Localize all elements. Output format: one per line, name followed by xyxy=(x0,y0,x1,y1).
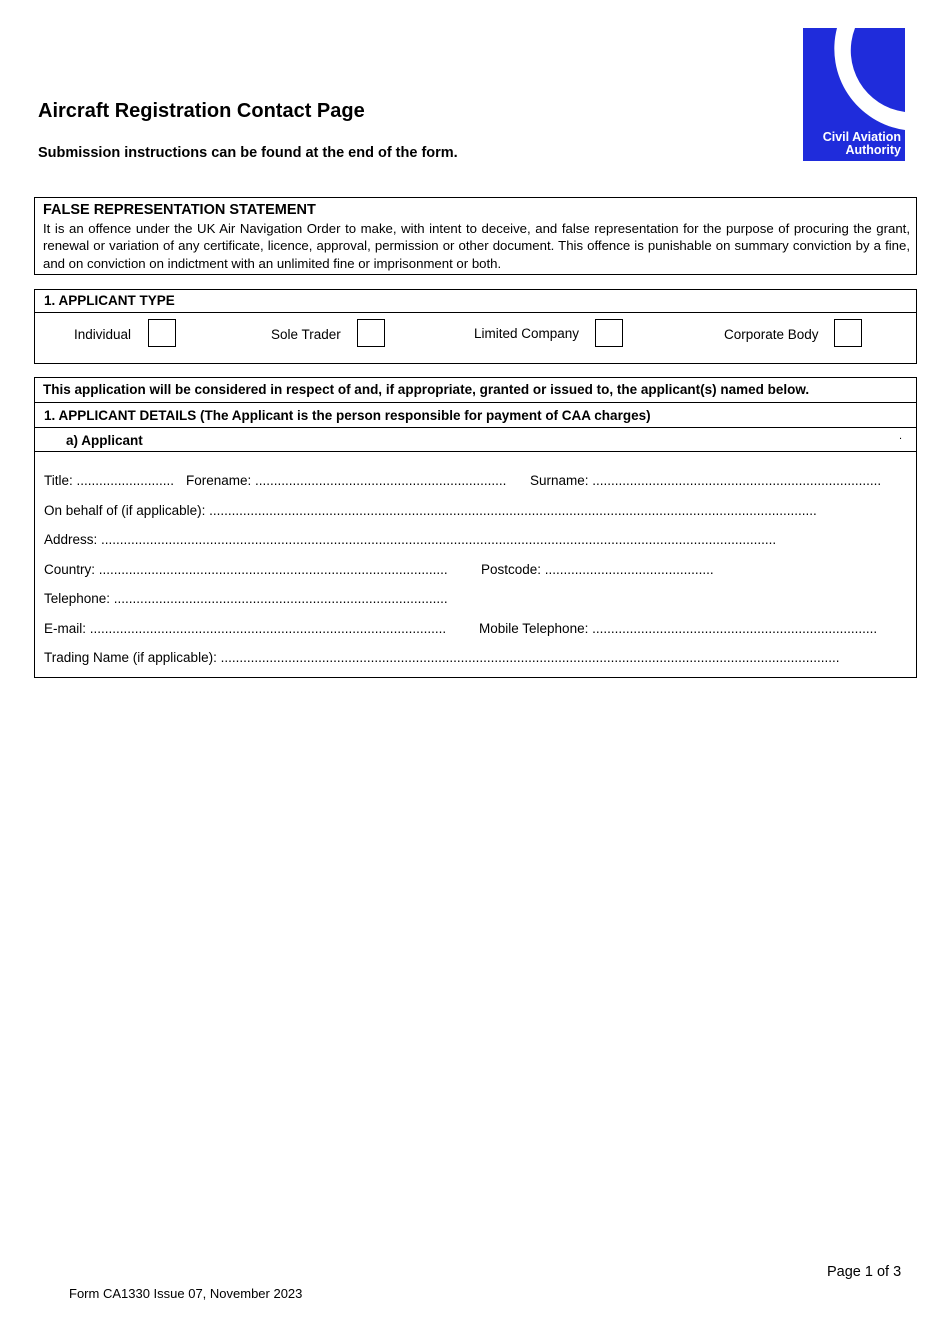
applicant-details-heading: 1. APPLICANT DETAILS (The Applicant is the person responsible for payment of CAA charges) xyxy=(35,403,916,428)
statement-body: It is an offence under the UK Air Navigation Order to make, with intent to deceive, and false representation for the purpose of procuring the grant, renewal or variation of any certificate, licence, approval, permission or other document. This offence is punishable on summary conviction by a fine, and on conviction on indictment with an unlimited fine or imprisonment or both. xyxy=(43,221,910,271)
logo-text-line2: Authority xyxy=(845,143,901,157)
submission-note: Submission instructions can be found at the end of the form. xyxy=(38,145,458,161)
logo-text-line1: Civil Aviation xyxy=(822,130,901,144)
checkbox-sole-trader[interactable] xyxy=(357,319,385,347)
applicant-subheading-label: a) Applicant xyxy=(66,433,143,448)
mobile-telephone-field[interactable]: Mobile Telephone: ............................................................................ xyxy=(479,621,878,636)
option-label-sole-trader: Sole Trader xyxy=(271,327,341,342)
applicant-type-heading: 1. APPLICANT TYPE xyxy=(35,290,916,313)
trading-name-field[interactable]: Trading Name (if applicable): ..................................................................................................................................................................... xyxy=(44,650,840,665)
title-field[interactable]: Title: .......................... xyxy=(44,473,175,488)
statement-title: FALSE REPRESENTATION STATEMENT xyxy=(43,202,316,218)
postcode-field[interactable]: Postcode: ............................................. xyxy=(481,562,714,577)
checkbox-individual[interactable] xyxy=(148,319,176,347)
checkbox-limited-company[interactable] xyxy=(595,319,623,347)
email-field[interactable]: E-mail: ............................................................................................... xyxy=(44,621,447,636)
applicant-type-section xyxy=(34,289,917,364)
telephone-field[interactable]: Telephone: ......................................................................................... xyxy=(44,591,448,606)
option-label-corporate-body: Corporate Body xyxy=(724,327,819,342)
applicant-details-section xyxy=(34,377,917,678)
forename-field[interactable]: Forename: ................................................................... xyxy=(186,473,507,488)
option-label-individual: Individual xyxy=(74,327,132,342)
page-number: Page 1 of 3 xyxy=(827,1264,902,1280)
logo-text xyxy=(823,131,901,157)
surname-field[interactable]: Surname: ............................................................................. xyxy=(530,473,882,488)
on-behalf-field[interactable]: On behalf of (if applicable): .................................................................................................................................................................. xyxy=(44,503,817,518)
applicant-subheading xyxy=(35,428,916,452)
address-field[interactable]: Address: .................................................................................................................................................................................... xyxy=(44,532,777,547)
false-representation-statement xyxy=(34,197,917,275)
option-label-limited-company: Limited Company xyxy=(474,326,580,341)
subheading-dot: . xyxy=(898,430,902,442)
form-reference: Form CA1330 Issue 07, November 2023 xyxy=(69,1286,303,1301)
checkbox-corporate-body[interactable] xyxy=(834,319,862,347)
caa-logo xyxy=(803,28,905,161)
country-field[interactable]: Country: ............................................................................................. xyxy=(44,562,448,577)
consideration-notice: This application will be considered in respect of and, if appropriate, granted or issued to, the applicant(s) named below. xyxy=(35,378,916,403)
page-title: Aircraft Registration Contact Page xyxy=(38,100,365,122)
